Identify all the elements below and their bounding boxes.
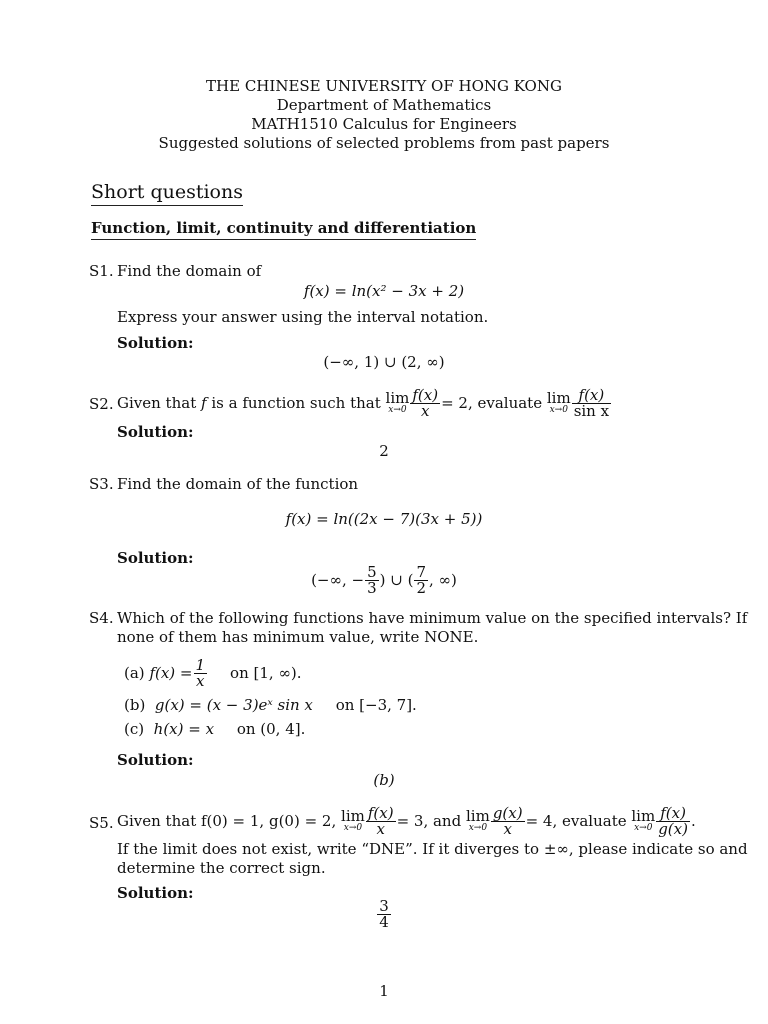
fraction	[414, 562, 428, 597]
option-function: g(x) = (x − 3)eˣ sin x	[154, 696, 313, 714]
lim-text: lim	[385, 389, 410, 407]
option-interval: on (0, 4].	[236, 720, 306, 738]
solution-answer	[0, 562, 768, 598]
option-function: h(x) = x	[153, 720, 215, 738]
question-number: S2.	[89, 395, 114, 413]
question-number: S1.	[89, 262, 114, 280]
function-symbol: f	[201, 394, 207, 412]
solution-label: Solution:	[117, 884, 194, 902]
fraction	[366, 803, 396, 838]
fraction-numerator: f(x)	[656, 806, 690, 822]
subsection-title: Function, limit, continuity and differentiation	[91, 219, 476, 240]
option-c	[124, 720, 305, 738]
answer-part: , ∞)	[429, 571, 457, 589]
solution-label: Solution:	[117, 751, 194, 769]
option-label: (a)	[124, 664, 145, 682]
fraction-numerator: f(x)	[572, 388, 611, 404]
equals-text: = 4, evaluate	[525, 812, 627, 830]
solution-answer: (−∞, 1) ∪ (2, ∞)	[323, 353, 445, 371]
lim-subscript: x→0	[343, 823, 363, 833]
answer-part: (−∞, −	[311, 571, 365, 589]
lim-text: lim	[465, 807, 490, 825]
question-prompt-line: Which of the following functions have minimum value on the specified intervals? If	[117, 609, 748, 627]
limit-operator	[631, 809, 655, 833]
question-note-line: determine the correct sign.	[117, 859, 326, 877]
fraction-numerator: 5	[367, 562, 377, 581]
prompt-text: is a function such that	[211, 394, 381, 412]
limit-operator	[466, 809, 490, 833]
question-note: Express your answer using the interval notation.	[117, 308, 489, 326]
fraction	[572, 385, 611, 420]
option-label: (b)	[124, 696, 146, 714]
fraction-denominator: 3	[367, 578, 377, 597]
question-formula: f(x) = ln((2x − 7)(3x + 5))	[285, 510, 483, 528]
fraction-denominator: 4	[379, 912, 389, 931]
question-prompt: Find the domain of	[117, 262, 262, 280]
solution-label: Solution:	[117, 334, 194, 352]
option-label: (c)	[124, 720, 145, 738]
fraction-denominator: x	[196, 671, 205, 690]
fraction	[377, 896, 391, 931]
question-prompt: Find the domain of the function	[117, 475, 359, 493]
lim-subscript: x→0	[468, 823, 488, 833]
fraction-denominator: x	[503, 819, 512, 838]
lim-text: lim	[341, 807, 365, 825]
solution-label: Solution:	[117, 549, 194, 567]
page-number: 1	[379, 982, 389, 1000]
question-number: S4.	[89, 609, 114, 627]
fraction-numerator: f(x)	[412, 385, 439, 404]
question-prompt	[117, 801, 696, 841]
solution-answer	[0, 896, 768, 932]
equals-text: = 2, evaluate	[441, 394, 543, 412]
fraction-denominator: 2	[416, 578, 427, 597]
limit-operator	[547, 391, 571, 415]
option-function: f(x) =	[149, 664, 193, 682]
option-a	[124, 655, 302, 691]
answer-part: ) ∪ (	[379, 571, 414, 589]
fraction	[194, 655, 208, 690]
solution-label: Solution:	[117, 423, 194, 441]
fraction-denominator: x	[420, 401, 430, 420]
fraction-numerator: 1	[195, 655, 206, 674]
period: .	[690, 812, 696, 830]
fraction-numerator: 3	[379, 896, 389, 915]
question-number: S5.	[89, 814, 114, 832]
department-name: Department of Mathematics	[276, 96, 492, 114]
question-number: S3.	[89, 475, 114, 493]
option-interval: on [1, ∞).	[230, 664, 302, 682]
option-interval: on [−3, 7].	[335, 696, 417, 714]
fraction-numerator: g(x)	[492, 803, 523, 822]
fraction-numerator: f(x)	[367, 803, 394, 822]
section-title: Short questions	[91, 181, 243, 206]
question-note-line: If the limit does not exist, write “DNE”. If it diverges to ±∞, please indicate so and	[117, 840, 748, 858]
fraction	[365, 562, 379, 597]
fraction	[656, 803, 690, 838]
limit-operator	[341, 809, 365, 833]
equals-text: = 3, and	[396, 812, 462, 830]
university-name: THE CHINESE UNIVERSITY OF HONG KONG	[206, 77, 562, 95]
fraction-denominator: g(x)	[658, 819, 688, 838]
prompt-text: Given that f(0) = 1, g(0) = 2,	[117, 812, 337, 830]
document-subtitle: Suggested solutions of selected problems from past papers	[158, 134, 610, 152]
course-name: MATH1510 Calculus for Engineers	[251, 115, 517, 133]
limit-operator	[386, 391, 410, 415]
fraction-denominator: sin x	[573, 401, 610, 420]
lim-subscript: x→0	[388, 405, 407, 415]
solution-answer: 2	[379, 442, 389, 460]
fraction	[410, 385, 440, 420]
fraction-denominator: x	[376, 819, 385, 838]
lim-subscript: x→0	[634, 823, 653, 833]
lim-subscript: x→0	[549, 405, 568, 415]
lim-text: lim	[631, 807, 656, 825]
question-prompt	[117, 383, 612, 423]
fraction	[491, 803, 525, 838]
solution-answer: (b)	[373, 771, 395, 789]
prompt-text: Given that	[117, 394, 197, 412]
lim-text: lim	[546, 389, 571, 407]
option-b	[124, 696, 417, 714]
question-formula: f(x) = ln(x² − 3x + 2)	[303, 282, 465, 300]
fraction-numerator: 7	[416, 562, 427, 581]
question-prompt-line: none of them has minimum value, write NONE.	[117, 628, 479, 646]
